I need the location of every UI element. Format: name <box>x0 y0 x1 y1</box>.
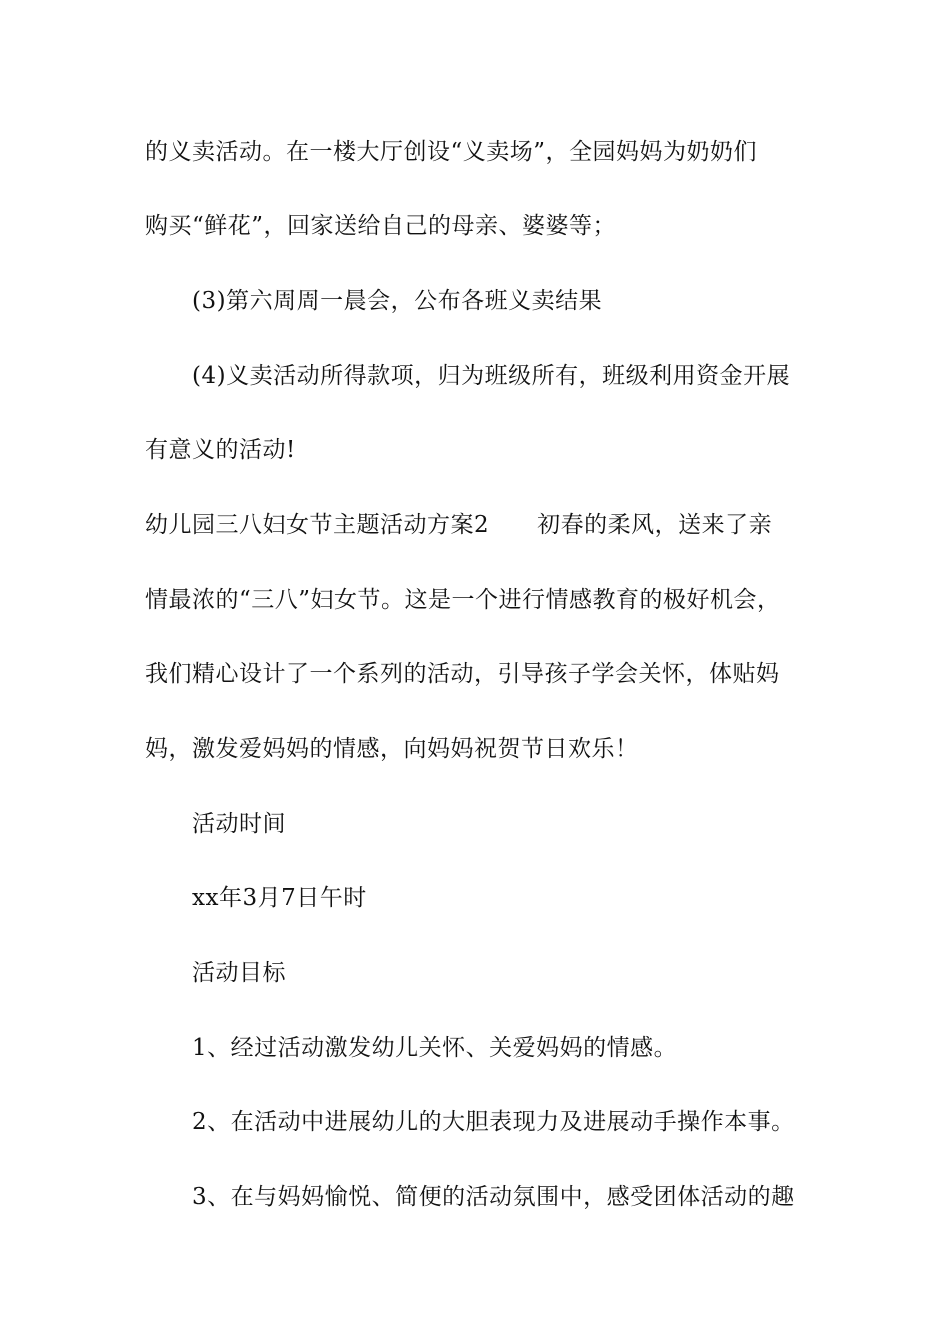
paragraph-line: 的义卖活动。在一楼大厅创设“义卖场”，全园妈妈为奶奶们 <box>145 139 758 165</box>
paragraph-line: 情最浓的“三八”妇女节。这是一个进行情感教育的极好机会， <box>145 587 781 613</box>
list-item: (4)义卖活动所得款项，归为班级所有，班级利用资金开展 <box>192 363 791 389</box>
list-item: (3)第六周周一晨会，公布各班义卖结果 <box>192 288 603 314</box>
paragraph-line: 有意义的活动! <box>145 437 296 463</box>
paragraph-line: 妈，激发爱妈妈的情感，向妈妈祝贺节日欢乐！ <box>145 736 639 762</box>
date-text: xx年3月7日午时 <box>192 885 367 911</box>
section-title-line <box>145 510 772 540</box>
list-item: 3、在与妈妈愉悦、简便的活动氛围中，感受团体活动的趣 <box>192 1184 795 1210</box>
section-title: 幼儿园三八妇女节主题活动方案2 <box>145 512 490 538</box>
list-item: 2、在活动中进展幼儿的大胆表现力及进展动手操作本事。 <box>192 1109 795 1135</box>
list-item: 1、经过活动激发幼儿关怀、关爱妈妈的情感。 <box>192 1035 678 1061</box>
paragraph-start: 初春的柔风，送来了亲 <box>537 512 773 538</box>
subheading: 活动时间 <box>192 811 286 837</box>
paragraph-line: 购买“鲜花”，回家送给自己的母亲、婆婆等； <box>145 213 617 239</box>
paragraph-line: 我们精心设计了一个系列的活动，引导孩子学会关怀，体贴妈 <box>145 661 780 687</box>
subheading: 活动目标 <box>192 960 286 986</box>
